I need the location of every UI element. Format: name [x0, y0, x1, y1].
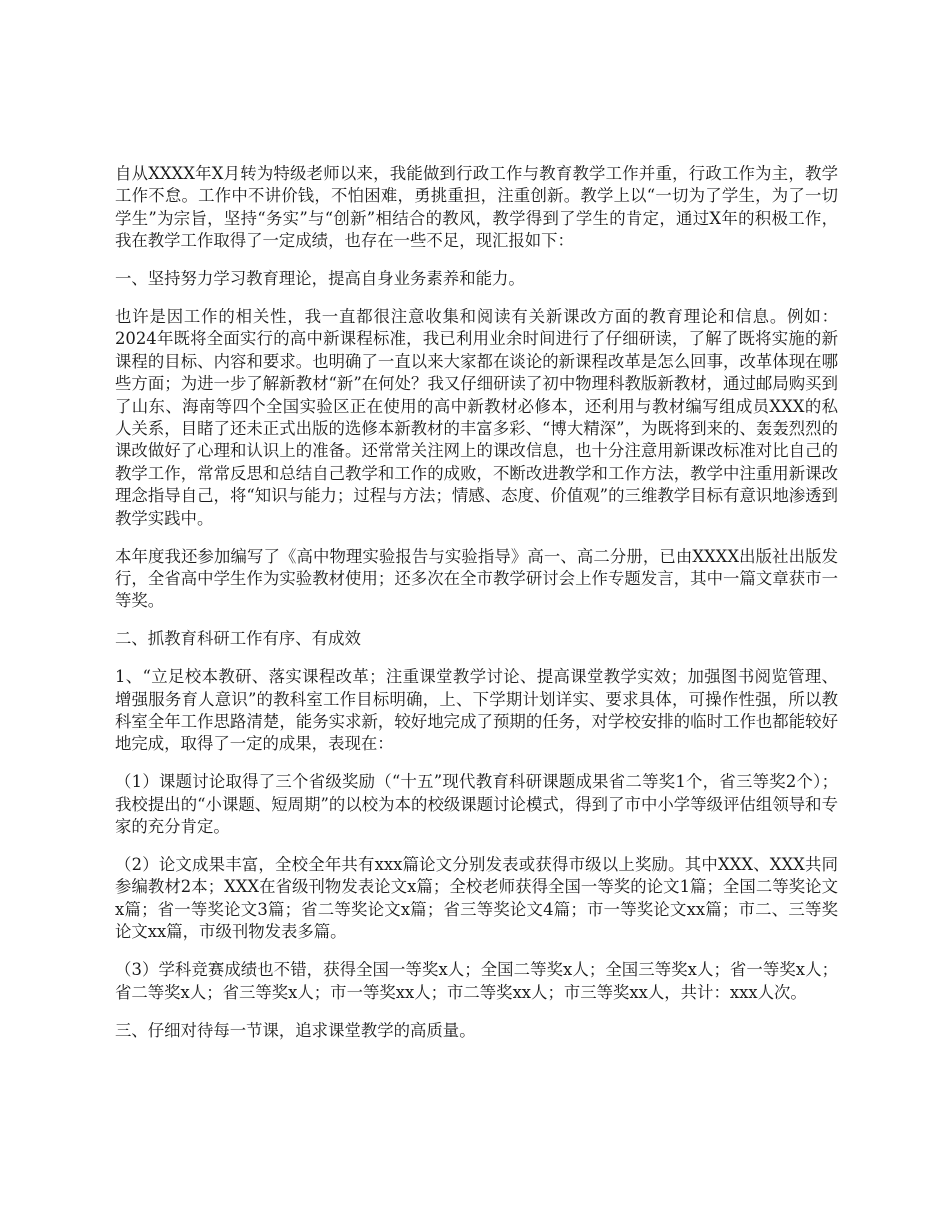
- list-item-1: （1）课题讨论取得了三个省级奖励（“十五”现代教育科研课题成果省二等奖1个，省三等奖2个）；我校提出的“小课题、短周期”的以校为本的校级课题讨论模式，得到了市中小学等级评估组领导和专家的充分肯定。: [115, 772, 838, 837]
- section-heading-1: 一、坚持努力学习教育理论，提高自身业务素养和能力。: [115, 269, 525, 289]
- body-paragraph: 也许是因工作的相关性，我一直都很注意收集和阅读有关新课改方面的教育理论和信息。例如：2024年既将全面实行的高中新课程标准，我已利用业余时间进行了仔细研读，了解了既将实施的新课程的目标、内容和要求。也明确了一直以来大家都在谈论的新课程改革是怎么回事，改革体现在哪些方面；为进一步了解新教材“新”在何处？我又仔细研读了初中物理科教版新教材，通过邮局购买到了山东、海南等四个全国实验区正在使用的高中新教材必修本，还利用与教材编写组成员XXX的私人关系，目睹了还未正式出版的选修本新教材的丰富多彩、“博大精深”，为既将到来的、轰轰烈烈的课改做好了心理和认识上的准备。还常常关注网上的课改信息，也十分注意用新课改标准对比自己的教学工作，常常反思和总结自己教学和工作的成败，不断改进教学和工作方法，教学中注重用新课改理念指导自己，将“知识与能力；过程与方法；情感、态度、价值观”的三维教学目标有意识地渗透到教学实践中。: [115, 307, 838, 528]
- list-item-2: （2）论文成果丰富，全校全年共有xxx篇论文分别发表或获得市级以上奖励。其中XXX、XXX共同参编教材2本；XXX在省级刊物发表论文x篇；全校老师获得全国一等奖的论文1篇；全国二等奖论文x篇；省一等奖论文3篇；省二等奖论文x篇；省三等奖论文4篇；市一等奖论文xx篇；市二、三等奖论文xx篇，市级刊物发表多篇。: [115, 855, 838, 942]
- section-heading-2: 二、抓教育科研工作有序、有成效: [115, 629, 361, 649]
- document-page: [115, 163, 838, 1057]
- section-heading-3: 三、仔细对待每一节课，追求课堂教学的高质量。: [115, 1020, 476, 1040]
- body-paragraph: 1、“立足校本教研、落实课程改革；注重课堂教学讨论、提高课堂教学实效；加强图书阅览管理、增强服务育人意识”的教科室工作目标明确，上、下学期计划详实、要求具体，可操作性强，所以教科室全年工作思路清楚，能务实求新，较好地完成了预期的任务，对学校安排的临时工作也都能较好地完成，取得了一定的成果，表现在：: [115, 667, 838, 754]
- intro-paragraph: 自从XXXX年X月转为特级老师以来，我能做到行政工作与教育教学工作并重，行政工作为主，教学工作不怠。工作中不讲价钱，不怕困难，勇挑重担，注重创新。教学上以“一切为了学生，为了一切学生”为宗旨，坚持“务实”与“创新”相结合的教风，教学得到了学生的肯定，通过X年的积极工作，我在教学工作取得了一定成绩，也存在一些不足，现汇报如下：: [115, 164, 838, 251]
- body-paragraph: 本年度我还参加编写了《高中物理实验报告与实验指导》高一、高二分册，已由XXXX出版社出版发行，全省高中学生作为实验教材使用；还多次在全市教学研讨会上作专题发言，其中一篇文章获市一等奖。: [115, 546, 838, 611]
- list-item-3: （3）学科竞赛成绩也不错，获得全国一等奖x人；全国二等奖x人；全国三等奖x人；省一等奖x人；省二等奖x人；省三等奖x人；市一等奖xx人；市二等奖xx人；市三等奖xx人，共计：xxx人次。: [115, 960, 838, 1002]
